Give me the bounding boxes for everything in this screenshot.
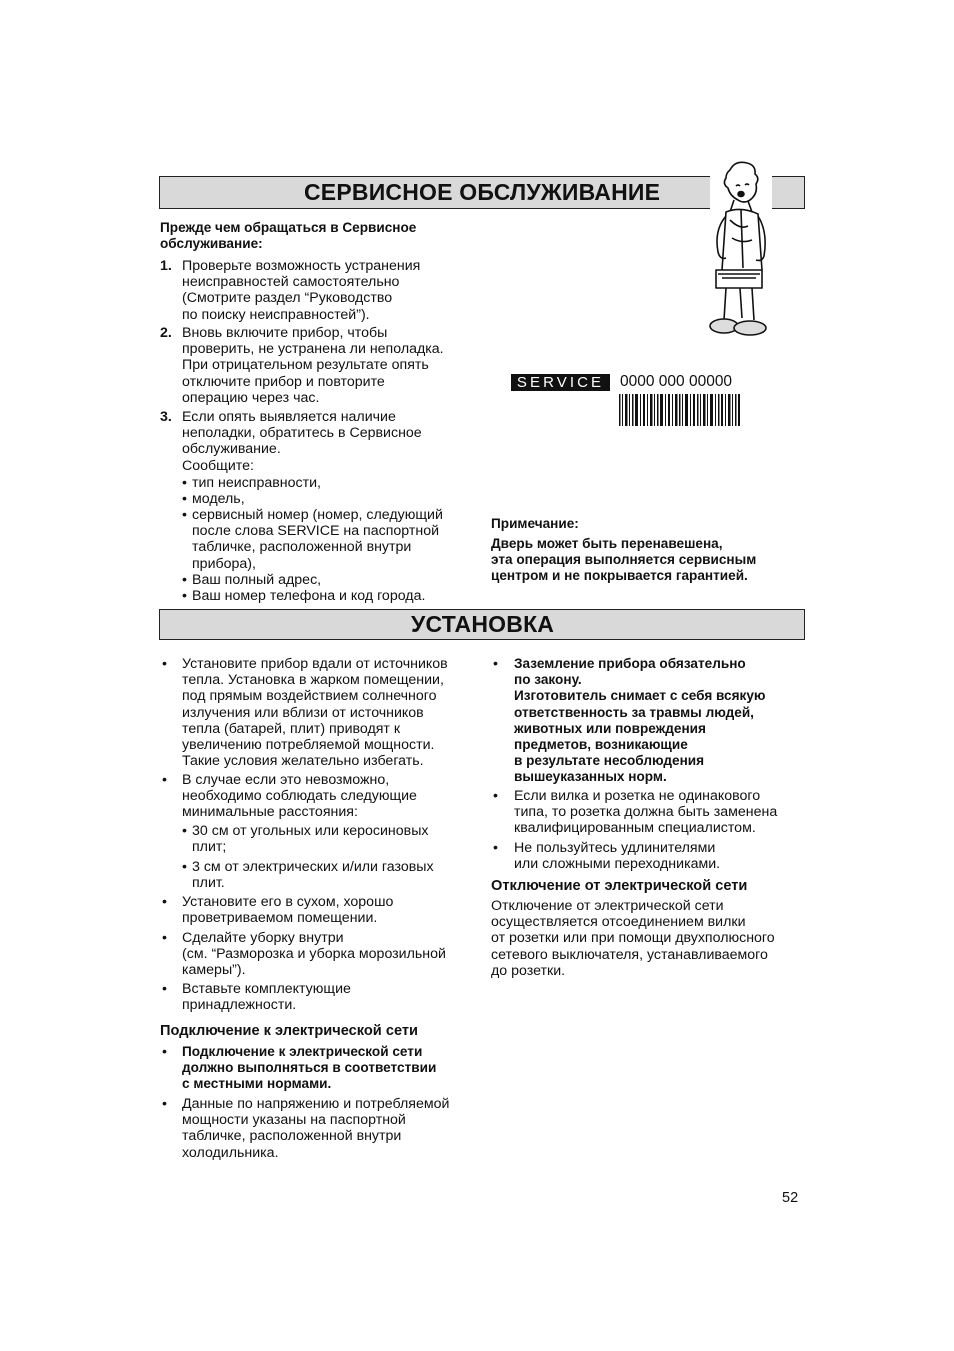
distance-item: [192, 823, 428, 855]
repairman-illustration: [700, 160, 780, 340]
install-line: увеличению потребляемой мощности.: [182, 737, 435, 754]
ground-item: [514, 656, 766, 786]
distance-line: 3 см от электрических и/или газовых: [192, 859, 434, 875]
report-line: табличке, расположенной внутри: [192, 539, 412, 556]
service-title: СЕРВИСНОЕ ОБСЛУЖИВАНИЕ: [304, 179, 661, 205]
install-item: [182, 894, 393, 926]
step-line: неполадки, обратитесь в Сервисное: [182, 425, 422, 442]
note-line: центром и не покрывается гарантией.: [491, 568, 748, 584]
disconnect-title: Отключение от электрической сети: [491, 878, 748, 894]
step-line: Если опять выявляется наличие: [182, 409, 396, 425]
connect-item: [182, 1044, 436, 1093]
plug-line: квалифицированным специалистом.: [514, 820, 756, 837]
connect-item: [182, 1096, 449, 1161]
connect-line: мощности указаны на паспортной: [182, 1112, 406, 1129]
disconnect-line: Отключение от электрической сети: [491, 898, 724, 914]
distance-line: 30 см от угольных или керосиновых: [192, 823, 429, 839]
install-line: Такие условия желательно избегать.: [182, 753, 424, 770]
install-line: под прямым воздействием солнечного: [182, 688, 437, 705]
step-text: [182, 258, 420, 323]
install-item: [182, 981, 351, 1013]
connect-line: с местными нормами.: [182, 1076, 332, 1092]
report-line: тип неисправности,: [192, 475, 321, 491]
install-line: излучения или вблизи от источников: [182, 704, 424, 721]
connect-line: табличке, расположенной внутри: [182, 1128, 402, 1145]
step-line: операцию через час.: [182, 389, 320, 406]
install-item: [182, 656, 448, 769]
intro-line: обслуживание:: [160, 236, 263, 252]
ground-line: предметов, возникающие: [514, 737, 688, 753]
barcode-image: [619, 394, 741, 426]
step-line: При отрицательном результате опять: [182, 357, 429, 374]
ground-line: по закону.: [514, 672, 582, 688]
page-number: 52: [782, 1190, 799, 1206]
install-line: Вставьте комплектующие: [182, 981, 351, 997]
install-line: минимальные расстояния:: [182, 804, 358, 821]
install-item: [182, 772, 417, 821]
install-line: Установите прибор вдали от источников: [182, 656, 448, 672]
report-item: [192, 507, 443, 572]
report-line: Ваш номер телефона и код города.: [192, 588, 426, 604]
service-label: SERVICE: [511, 374, 610, 391]
disconnect-line: от розетки или при помощи двухполюсного: [491, 930, 775, 947]
report-line: Ваш полный адрес,: [192, 572, 322, 588]
plug-line: Если вилка и розетка не одинакового: [514, 788, 761, 804]
report-line: после слова SERVICE на паспортной: [192, 523, 440, 540]
step-number: 3.: [160, 409, 172, 425]
install-line: Установите его в сухом, хорошо: [182, 894, 394, 910]
report-item: [192, 475, 321, 491]
service-intro: [160, 220, 416, 252]
note-line: Дверь может быть перенавешена,: [491, 536, 723, 551]
note-line: эта операция выполняется сервисным: [491, 552, 757, 568]
install-line: тепла (батарей, плит) приводят к: [182, 720, 401, 737]
step-line: проверить, не устранена ли неполадка.: [182, 341, 444, 358]
step-line: Проверьте возможность устранения: [182, 258, 421, 274]
disconnect-text: [491, 898, 775, 979]
install-line: камеры”).: [182, 962, 246, 979]
report-item: [192, 572, 321, 588]
adapter-line: или сложными переходниками.: [514, 856, 721, 873]
install-line: необходимо соблюдать следующие: [182, 788, 417, 805]
step-line: (Смотрите раздел “Руководство: [182, 290, 393, 307]
plug-line: типа, то розетка должна быть заменена: [514, 804, 778, 821]
step-number: 2.: [160, 325, 172, 341]
install-line: принадлежности.: [182, 997, 297, 1014]
install-item: [182, 930, 446, 979]
report-item: [192, 588, 425, 604]
intro-line: Прежде чем обращаться в Сервисное: [160, 220, 417, 235]
connect-title: Подключение к электрической сети: [160, 1023, 418, 1039]
connect-line: должно выполняться в соответствии: [182, 1060, 437, 1076]
report-line: прибора),: [192, 555, 256, 572]
connect-line: Подключение к электрической сети: [182, 1044, 423, 1059]
step-line: Сообщите:: [182, 457, 254, 474]
report-line: сервисный номер (номер, следующий: [192, 507, 443, 523]
disconnect-line: до розетки.: [491, 962, 566, 979]
report-line: модель,: [192, 491, 245, 507]
connect-line: Данные по напряжению и потребляемой: [182, 1096, 450, 1112]
install-line: тепла. Установка в жарком помещении,: [182, 672, 444, 689]
step-line: неисправностей самостоятельно: [182, 274, 400, 291]
step-line: Вновь включите прибор, чтобы: [182, 325, 388, 341]
ground-line: животных или повреждения: [514, 720, 706, 736]
ground-line: Заземление прибора обязательно: [514, 656, 746, 671]
adapter-item: [514, 840, 720, 872]
ground-line: ответственность за травмы людей,: [514, 704, 754, 720]
adapter-line: Не пользуйтесь удлинителями: [514, 840, 716, 856]
step-text: [182, 409, 422, 474]
install-title: УСТАНОВКА: [411, 611, 555, 637]
note-title: Примечание:: [491, 516, 579, 531]
report-item: [192, 491, 245, 507]
step-line: отключите прибор и повторите: [182, 373, 385, 390]
step-number: 1.: [160, 258, 172, 274]
install-line: проветриваемом помещении.: [182, 910, 378, 927]
step-text: [182, 325, 444, 406]
distance-item: [192, 859, 434, 891]
install-line: Сделайте уборку внутри: [182, 930, 344, 946]
install-line: (см. “Разморозка и уборка морозильной: [182, 946, 446, 963]
ground-line: вышеуказанных норм.: [514, 769, 667, 785]
plug-item: [514, 788, 777, 837]
install-line: В случае если это невозможно,: [182, 772, 390, 788]
note-text: [491, 536, 756, 585]
disconnect-line: сетевого выключателя, устанавливаемого: [491, 946, 768, 963]
step-line: по поиску неисправностей”).: [182, 306, 370, 323]
distance-line: плит;: [192, 839, 227, 856]
disconnect-line: осуществляется отсоединением вилки: [491, 914, 746, 931]
ground-line: в результате несоблюдения: [514, 753, 705, 769]
distance-line: плит.: [192, 875, 225, 892]
connect-line: холодильника.: [182, 1144, 279, 1161]
service-number: 0000 000 00000: [620, 373, 733, 390]
ground-line: Изготовитель снимает с себя всякую: [514, 688, 766, 704]
step-line: обслуживание.: [182, 441, 281, 458]
